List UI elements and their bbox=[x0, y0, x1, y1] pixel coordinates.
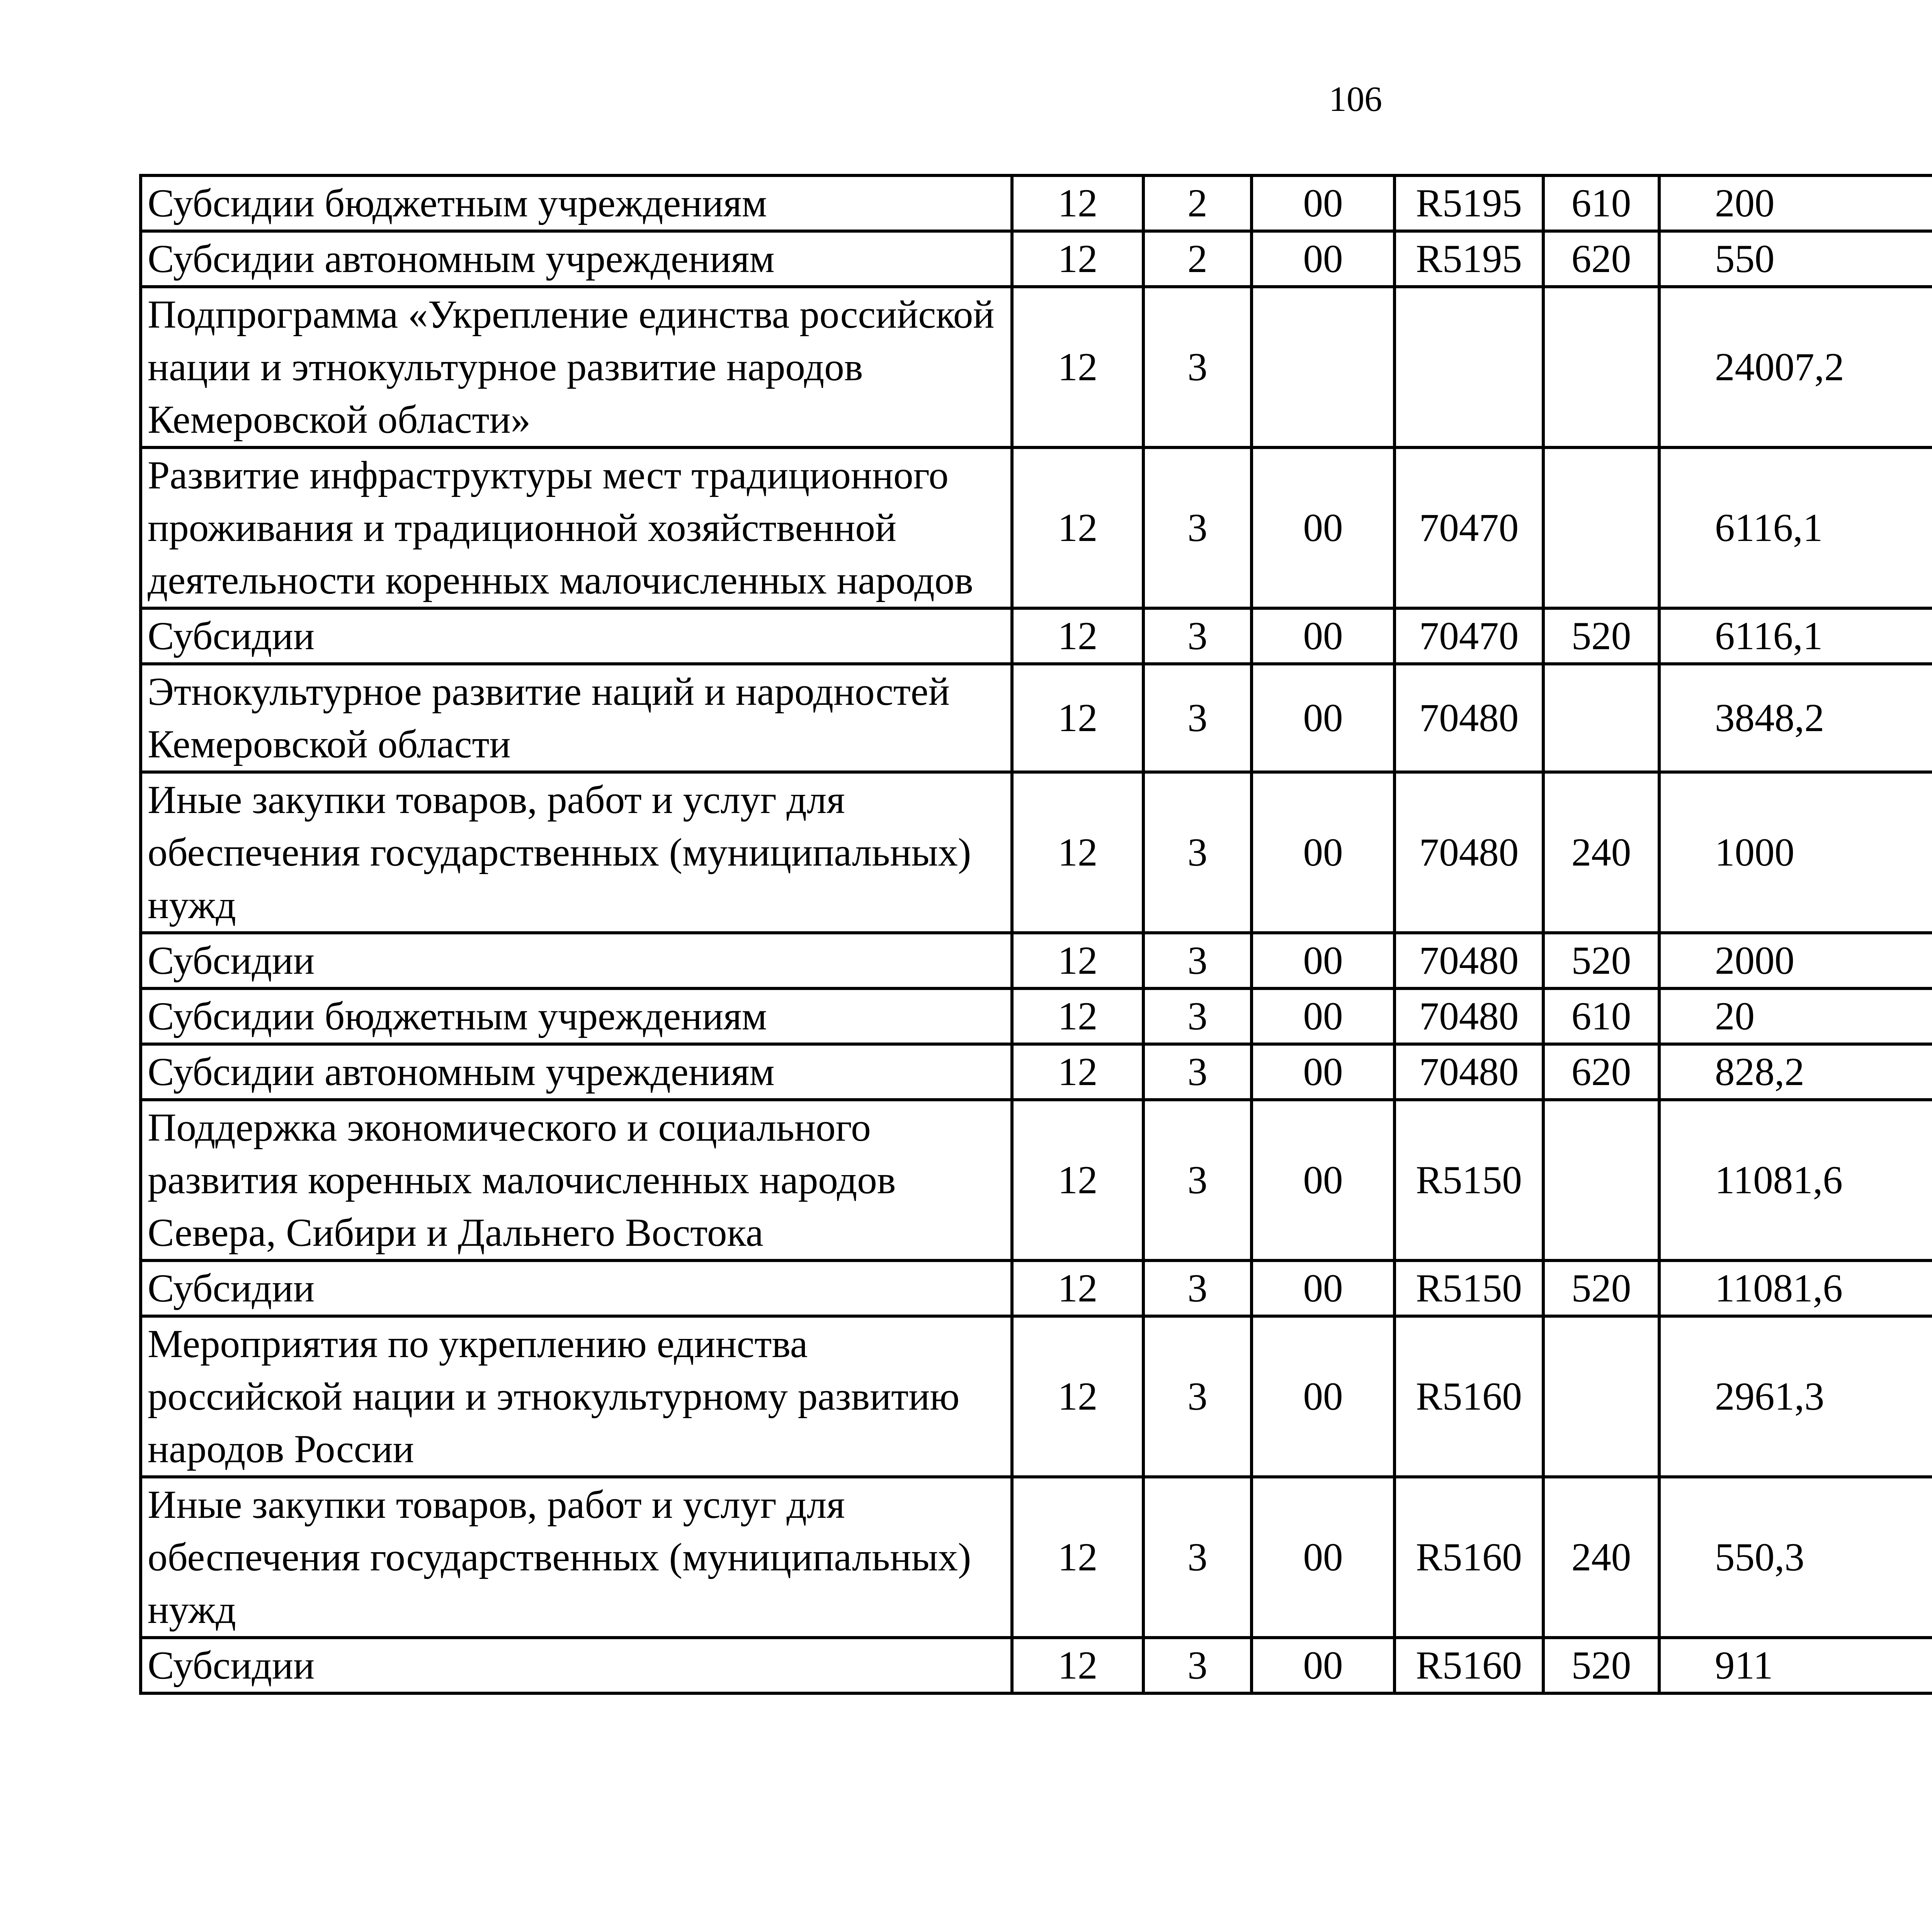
expense-type-cell: 620 bbox=[1543, 231, 1659, 287]
section-cell: 12 bbox=[1012, 1477, 1143, 1638]
table-row bbox=[141, 772, 1932, 933]
row-name: Субсидии bbox=[141, 933, 1012, 988]
subsection-cell: 3 bbox=[1143, 608, 1252, 664]
section-cell: 12 bbox=[1012, 231, 1143, 287]
code-cell: R5195 bbox=[1395, 231, 1543, 287]
table-row bbox=[141, 175, 1932, 231]
article-cell: 00 bbox=[1252, 933, 1395, 988]
subsection-cell: 3 bbox=[1143, 988, 1252, 1044]
section-cell: 12 bbox=[1012, 1316, 1143, 1477]
table-row bbox=[141, 608, 1932, 664]
article-cell: 00 bbox=[1252, 231, 1395, 287]
year1-amount: 24007,2 bbox=[1659, 287, 1932, 447]
subsection-cell: 3 bbox=[1143, 287, 1252, 447]
table-row bbox=[141, 287, 1932, 447]
subsection-cell: 3 bbox=[1143, 1260, 1252, 1316]
code-cell: 70480 bbox=[1395, 664, 1543, 772]
section-cell: 12 bbox=[1012, 447, 1143, 608]
subsection-cell: 3 bbox=[1143, 933, 1252, 988]
row-name: Субсидии bbox=[141, 1638, 1012, 1693]
section-cell: 12 bbox=[1012, 933, 1143, 988]
code-cell: R5160 bbox=[1395, 1316, 1543, 1477]
year1-amount: 911 bbox=[1659, 1638, 1932, 1693]
subsection-cell: 3 bbox=[1143, 447, 1252, 608]
table-row bbox=[141, 664, 1932, 772]
article-cell: 00 bbox=[1252, 1044, 1395, 1100]
code-cell: 70480 bbox=[1395, 772, 1543, 933]
article-cell: 00 bbox=[1252, 175, 1395, 231]
row-name: Мероприятия по укреплению единства российской нации и этнокультурному развитию народов России bbox=[141, 1316, 1012, 1477]
expense-type-cell: 520 bbox=[1543, 608, 1659, 664]
article-cell: 00 bbox=[1252, 664, 1395, 772]
budget-table bbox=[139, 174, 1932, 1695]
article-cell: 00 bbox=[1252, 1260, 1395, 1316]
row-name: Субсидии автономным учреждениям bbox=[141, 231, 1012, 287]
code-cell: R5150 bbox=[1395, 1260, 1543, 1316]
expense-type-cell bbox=[1543, 1316, 1659, 1477]
table-row bbox=[141, 1044, 1932, 1100]
section-cell: 12 bbox=[1012, 1260, 1143, 1316]
subsection-cell: 3 bbox=[1143, 1316, 1252, 1477]
code-cell: R5160 bbox=[1395, 1477, 1543, 1638]
expense-type-cell: 520 bbox=[1543, 1638, 1659, 1693]
subsection-cell: 3 bbox=[1143, 1477, 1252, 1638]
expense-type-cell bbox=[1543, 447, 1659, 608]
article-cell bbox=[1252, 287, 1395, 447]
subsection-cell: 2 bbox=[1143, 231, 1252, 287]
subsection-cell: 2 bbox=[1143, 175, 1252, 231]
year1-amount: 2961,3 bbox=[1659, 1316, 1932, 1477]
table-row bbox=[141, 447, 1932, 608]
year1-amount: 828,2 bbox=[1659, 1044, 1932, 1100]
row-name: Поддержка экономического и социального развития коренных малочисленных народов Севера, Сибири и Дальнего Востока bbox=[141, 1100, 1012, 1260]
year1-amount: 11081,6 bbox=[1659, 1260, 1932, 1316]
section-cell: 12 bbox=[1012, 608, 1143, 664]
subsection-cell: 3 bbox=[1143, 1044, 1252, 1100]
page-number: 106 bbox=[1329, 79, 1382, 119]
year1-amount: 1000 bbox=[1659, 772, 1932, 933]
section-cell: 12 bbox=[1012, 772, 1143, 933]
article-cell: 00 bbox=[1252, 1477, 1395, 1638]
row-name: Субсидии bbox=[141, 1260, 1012, 1316]
subsection-cell: 3 bbox=[1143, 664, 1252, 772]
row-name: Развитие инфраструктуры мест традиционного проживания и традиционной хозяйственной деятельности коренных малочисленных народов bbox=[141, 447, 1012, 608]
subsection-cell: 3 bbox=[1143, 1100, 1252, 1260]
code-cell: 70470 bbox=[1395, 447, 1543, 608]
table-row bbox=[141, 1316, 1932, 1477]
code-cell: R5150 bbox=[1395, 1100, 1543, 1260]
expense-type-cell: 240 bbox=[1543, 772, 1659, 933]
table-row bbox=[141, 231, 1932, 287]
expense-type-cell: 240 bbox=[1543, 1477, 1659, 1638]
row-name: Иные закупки товаров, работ и услуг для обеспечения государственных (муниципальных) нужд bbox=[141, 1477, 1012, 1638]
code-cell: 70470 bbox=[1395, 608, 1543, 664]
expense-type-cell bbox=[1543, 664, 1659, 772]
section-cell: 12 bbox=[1012, 664, 1143, 772]
article-cell: 00 bbox=[1252, 1316, 1395, 1477]
expense-type-cell bbox=[1543, 287, 1659, 447]
article-cell: 00 bbox=[1252, 988, 1395, 1044]
section-cell: 12 bbox=[1012, 1638, 1143, 1693]
section-cell: 12 bbox=[1012, 287, 1143, 447]
year1-amount: 20 bbox=[1659, 988, 1932, 1044]
article-cell: 00 bbox=[1252, 608, 1395, 664]
section-cell: 12 bbox=[1012, 1100, 1143, 1260]
year1-amount: 11081,6 bbox=[1659, 1100, 1932, 1260]
year1-amount: 3848,2 bbox=[1659, 664, 1932, 772]
subsection-cell: 3 bbox=[1143, 772, 1252, 933]
row-name: Подпрограмма «Укрепление единства российской нации и этнокультурное развитие народов Кемеровской области» bbox=[141, 287, 1012, 447]
expense-type-cell: 520 bbox=[1543, 933, 1659, 988]
code-cell: R5195 bbox=[1395, 175, 1543, 231]
table-row bbox=[141, 1100, 1932, 1260]
table-row bbox=[141, 933, 1932, 988]
code-cell: R5160 bbox=[1395, 1638, 1543, 1693]
section-cell: 12 bbox=[1012, 988, 1143, 1044]
row-name: Субсидии bbox=[141, 608, 1012, 664]
row-name: Субсидии автономным учреждениям bbox=[141, 1044, 1012, 1100]
year1-amount: 6116,1 bbox=[1659, 608, 1932, 664]
expense-type-cell: 610 bbox=[1543, 175, 1659, 231]
year1-amount: 550 bbox=[1659, 231, 1932, 287]
table-row bbox=[141, 1260, 1932, 1316]
row-name: Субсидии бюджетным учреждениям bbox=[141, 988, 1012, 1044]
row-name: Этнокультурное развитие наций и народностей Кемеровской области bbox=[141, 664, 1012, 772]
expense-type-cell bbox=[1543, 1100, 1659, 1260]
article-cell: 00 bbox=[1252, 772, 1395, 933]
article-cell: 00 bbox=[1252, 1100, 1395, 1260]
section-cell: 12 bbox=[1012, 1044, 1143, 1100]
year1-amount: 6116,1 bbox=[1659, 447, 1932, 608]
row-name: Иные закупки товаров, работ и услуг для обеспечения государственных (муниципальных) нужд bbox=[141, 772, 1012, 933]
row-name: Субсидии бюджетным учреждениям bbox=[141, 175, 1012, 231]
section-cell: 12 bbox=[1012, 175, 1143, 231]
expense-type-cell: 620 bbox=[1543, 1044, 1659, 1100]
article-cell: 00 bbox=[1252, 447, 1395, 608]
year1-amount: 200 bbox=[1659, 175, 1932, 231]
expense-type-cell: 520 bbox=[1543, 1260, 1659, 1316]
subsection-cell: 3 bbox=[1143, 1638, 1252, 1693]
code-cell bbox=[1395, 287, 1543, 447]
code-cell: 70480 bbox=[1395, 988, 1543, 1044]
table-row bbox=[141, 1638, 1932, 1693]
code-cell: 70480 bbox=[1395, 1044, 1543, 1100]
table-row bbox=[141, 988, 1932, 1044]
code-cell: 70480 bbox=[1395, 933, 1543, 988]
article-cell: 00 bbox=[1252, 1638, 1395, 1693]
year1-amount: 2000 bbox=[1659, 933, 1932, 988]
year1-amount: 550,3 bbox=[1659, 1477, 1932, 1638]
table-row bbox=[141, 1477, 1932, 1638]
expense-type-cell: 610 bbox=[1543, 988, 1659, 1044]
